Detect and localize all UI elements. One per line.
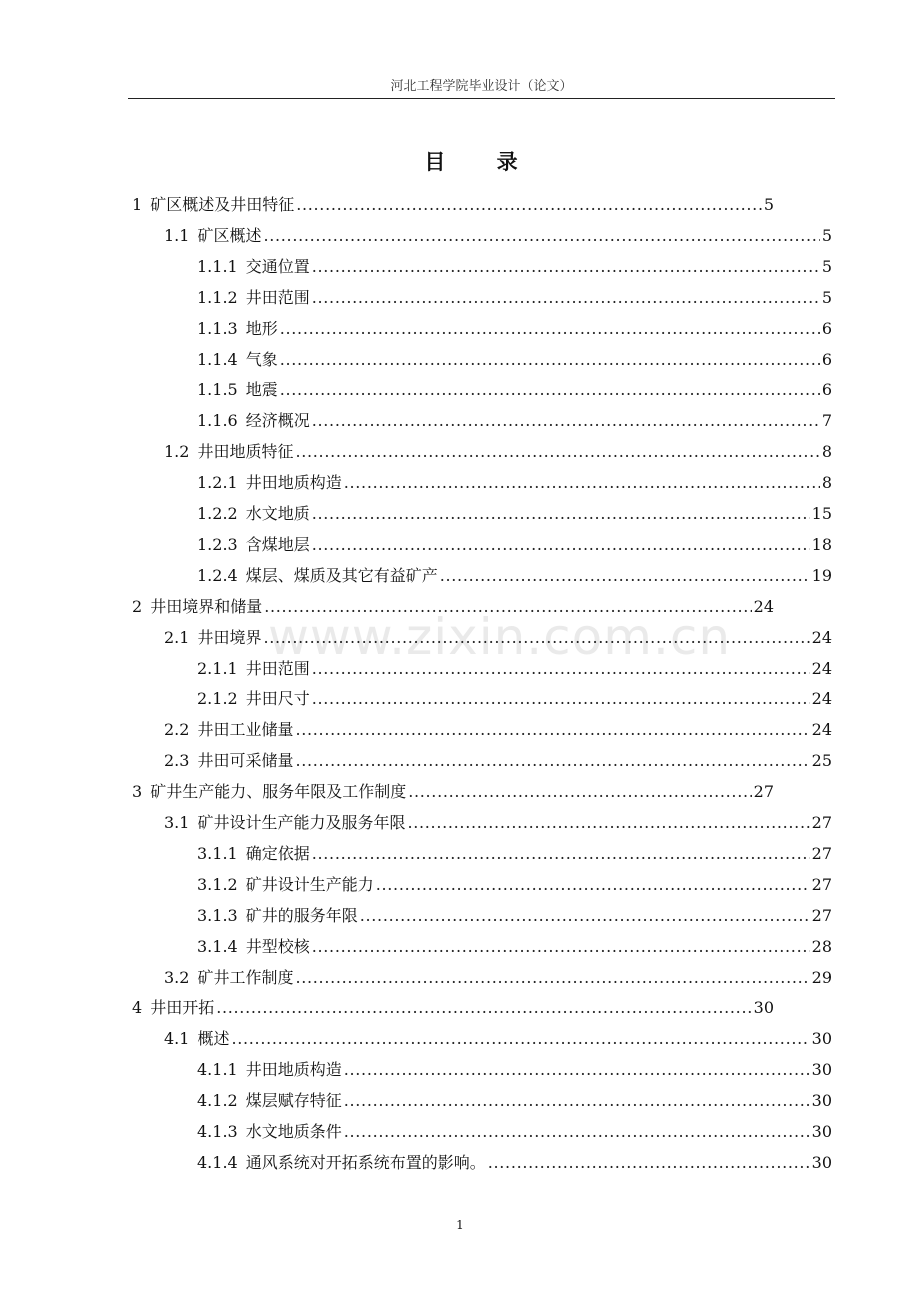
toc-entry[interactable] [197,684,832,714]
toc-entry-number: 1.1 [164,225,190,245]
toc-entry-page: 8 [821,442,832,462]
toc-entry[interactable] [164,808,832,838]
toc-entry-number: 2.1 [164,627,190,647]
toc-entry-number: 1.1.2 [197,287,238,307]
toc-entry-page: 6 [821,318,832,338]
toc-leader-dots [344,468,820,498]
toc-entry-number: 1.2.3 [197,534,238,554]
toc-entry-page: 27 [811,813,832,832]
toc-entry[interactable] [197,499,832,529]
toc-entry-page: 5 [821,287,832,307]
toc-leader-dots [280,375,820,405]
toc-entry-title: 井田可采储量 [197,751,294,771]
toc-entry[interactable] [197,654,832,684]
toc-leader-dots [312,684,810,714]
toc-entry-title: 井田范围 [245,287,310,307]
page-number: 1 [456,1218,464,1232]
toc-entry-title: 交通位置 [245,256,310,276]
toc-entry-title: 矿井工作制度 [197,967,294,987]
toc-leader-dots [231,1024,809,1054]
toc-entry-page: 29 [811,967,832,987]
toc-leader-dots [407,808,809,838]
toc-entry-title: 含煤地层 [245,534,310,554]
toc-leader-dots [295,715,809,745]
toc-entry[interactable] [197,1117,832,1147]
toc-entry-number: 2.2 [164,720,190,740]
watermark: www.zixin.com.cn [268,608,732,666]
toc-entry-title: 矿井设计生产能力 [245,874,374,894]
toc-entry-page: 24 [811,720,832,740]
toc-entry-title: 经济概况 [245,411,310,431]
toc-entry-number: 1.1.1 [197,256,238,276]
toc-entry-page: 5 [763,195,774,214]
toc-leader-dots [312,406,820,436]
toc-entry-number: 2.1.2 [197,689,238,709]
toc-entry-number: 1.2 [164,442,190,462]
toc-entry-title: 井田工业储量 [197,720,294,740]
toc-entry-title: 地震 [245,380,278,400]
toc-entry[interactable] [197,1148,832,1178]
toc-entry[interactable] [164,221,832,251]
toc-entry-page: 30 [753,998,774,1018]
toc-leader-dots [312,839,810,869]
toc-entry-number: 3 [132,782,143,802]
toc-entry[interactable] [164,437,832,467]
toc-leader-dots [408,777,751,807]
toc-entry[interactable] [197,375,832,405]
toc-entry-page: 30 [811,1122,832,1141]
toc-entry-page: 24 [811,627,832,647]
toc-entry-title: 概述 [197,1029,230,1049]
toc-entry-number: 4.1.1 [197,1060,238,1080]
toc-entry[interactable] [197,252,832,282]
toc-entry-number: 2 [132,596,143,616]
toc-entry[interactable] [164,623,832,653]
toc-entry-page: 27 [811,874,832,894]
toc-entry[interactable] [132,777,774,807]
page-header: 河北工程学院毕业设计（论文） [128,76,835,99]
toc-entry-number: 3.1 [164,813,190,832]
toc-entry-title: 水文地质 [245,504,310,523]
toc-leader-dots [216,993,751,1023]
toc-entry-page: 27 [811,843,832,863]
toc-entry[interactable] [164,715,832,745]
toc-entry-number: 1.2.4 [197,565,238,585]
toc-entry-number: 4.1.2 [197,1091,238,1111]
toc-title: 目 录 [424,149,540,174]
toc-entry-page: 27 [753,782,774,802]
toc-leader-dots [360,901,810,931]
toc-entry[interactable] [197,901,832,931]
toc-entry-title: 井田范围 [245,658,310,678]
toc-leader-dots [344,1117,810,1147]
toc-entry-page: 27 [811,905,832,925]
toc-entry-number: 3.1.2 [197,874,238,894]
toc-entry[interactable] [197,870,832,900]
toc-entry-number: 2.3 [164,751,190,771]
toc-entry-number: 3.2 [164,967,190,987]
toc-entry[interactable] [132,190,774,220]
toc-entry-page: 6 [821,349,832,369]
toc-entry-number: 1.1.6 [197,411,238,431]
toc-entry[interactable] [197,345,832,375]
toc-entry-title: 地形 [245,318,278,338]
toc-entry-number: 2.1.1 [197,658,238,678]
toc-entry-page: 30 [811,1060,832,1080]
toc-leader-dots [280,345,820,375]
toc-leader-dots [263,623,809,653]
toc-leader-dots [295,437,819,467]
toc-leader-dots [263,221,819,251]
toc-entry-page: 24 [753,596,774,616]
toc-entry-title: 井田开拓 [150,998,215,1018]
toc-entry-page: 18 [811,534,832,554]
toc-entry[interactable] [197,314,832,344]
toc-leader-dots [344,1055,810,1085]
toc-entry[interactable] [197,839,832,869]
toc-entry-number: 4.1.4 [197,1152,238,1172]
toc-entry-title: 矿区概述 [197,225,262,245]
toc-entry[interactable] [164,963,832,993]
toc-entry-title: 井田境界和储量 [150,596,263,616]
toc-entry-number: 4.1 [164,1029,190,1049]
toc-entry-page: 30 [811,1091,832,1111]
toc-leader-dots [295,963,809,993]
toc-entry[interactable] [197,1086,832,1116]
toc-entry[interactable] [132,592,774,622]
toc-entry-number: 3.1.3 [197,905,238,925]
toc-leader-dots [312,932,810,962]
toc-entry-title: 矿井生产能力、服务年限及工作制度 [150,782,407,802]
toc-entry[interactable] [164,746,832,776]
toc-entry-page: 19 [811,565,832,585]
toc-entry-number: 1.1.4 [197,349,238,369]
toc-entry-page: 6 [821,380,832,400]
toc-entry-number: 3.1.4 [197,936,238,956]
toc-entry-page: 8 [821,473,832,493]
toc-entry-title: 确定依据 [245,843,310,863]
toc-entry-page: 7 [821,411,832,431]
toc-leader-dots [295,746,809,776]
toc-entry[interactable] [197,468,832,498]
toc-entry[interactable] [132,993,774,1023]
toc-entry-page: 24 [811,689,832,709]
toc-entry-title: 气象 [245,349,278,369]
toc-entry[interactable] [197,1055,832,1085]
toc-entry-title: 煤层赋存特征 [245,1091,342,1111]
toc-entry-title: 水文地质条件 [245,1122,342,1141]
toc-entry-page: 28 [811,936,832,956]
toc-entry-title: 井田地质构造 [245,473,342,493]
toc-entry-title: 井田地质特征 [197,442,294,462]
toc-leader-dots [312,530,810,560]
toc-entry-title: 井型校核 [245,936,310,956]
toc-entry-number: 1.1.3 [197,318,238,338]
toc-entry-page: 15 [811,504,832,523]
toc-entry-number: 1.2.2 [197,504,238,523]
toc-leader-dots [440,561,810,591]
toc-entry[interactable] [197,406,832,436]
toc-entry-page: 5 [821,225,832,245]
toc-entry-title: 矿井的服务年限 [245,905,358,925]
toc-entry-title: 通风系统对开拓系统布置的影响。 [245,1152,486,1172]
toc-entry-number: 1.1.5 [197,380,238,400]
toc-leader-dots [264,592,751,622]
toc-entry-page: 30 [811,1152,832,1172]
toc-leader-dots [488,1148,810,1178]
toc-leader-dots [312,654,810,684]
toc-entry-title: 煤层、煤质及其它有益矿产 [245,565,438,585]
toc-entry-number: 4 [132,998,143,1018]
toc-leader-dots [280,314,820,344]
toc-entry-title: 井田地质构造 [245,1060,342,1080]
toc-entry-number: 3.1.1 [197,843,238,863]
toc-entry[interactable] [197,283,832,313]
toc-entry-title: 井田尺寸 [245,689,310,709]
toc-leader-dots [312,283,820,313]
toc-entry[interactable] [197,561,832,591]
toc-entry[interactable] [164,1024,832,1054]
toc-leader-dots [312,499,810,529]
toc-leader-dots [312,252,820,282]
toc-entry-number: 4.1.3 [197,1122,238,1141]
toc-entry-page: 5 [821,256,832,276]
toc-leader-dots [376,870,810,900]
toc-entry-page: 24 [811,658,832,678]
toc-entry-title: 井田境界 [197,627,262,647]
toc-leader-dots [296,190,762,220]
toc-entry-number: 1.2.1 [197,473,238,493]
toc-entry[interactable] [197,932,832,962]
toc-leader-dots [344,1086,810,1116]
toc-entry-page: 25 [811,751,832,771]
toc-entry-page: 30 [811,1029,832,1049]
toc-entry-number: 1 [132,195,143,214]
toc-entry[interactable] [197,530,832,560]
toc-entry-title: 矿区概述及井田特征 [150,195,295,214]
toc-entry-title: 矿井设计生产能力及服务年限 [197,813,406,832]
